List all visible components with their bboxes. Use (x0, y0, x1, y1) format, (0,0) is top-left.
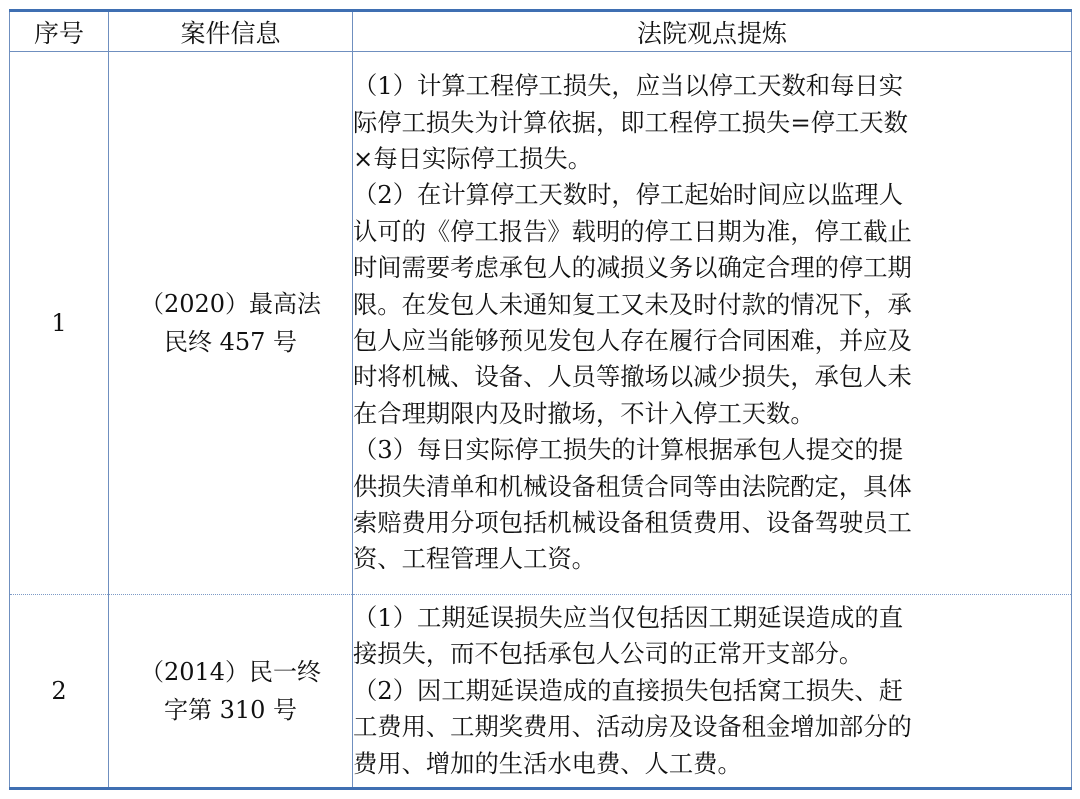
opinion-line: （3）每日实际停工损失的计算根据承包人提交的提 (353, 435, 903, 465)
opinion-line: 时将机械、设备、人员等撤场以减少损失，承包人未 (353, 362, 912, 392)
opinion-line: （1）计算工程停工损失，应当以停工天数和每日实 (353, 71, 903, 101)
case-info-cell (109, 52, 353, 595)
row-index: 2 (10, 595, 109, 789)
opinion-line: 包人应当能够预见发包人存在履行合同困难，并应及 (353, 326, 912, 355)
opinion-line: 际停工损失为计算依据，即工程停工损失=停工天数 (353, 107, 908, 137)
opinion-line: ×每日实际停工损失。 (353, 143, 593, 173)
opinion-line: 资、工程管理人工资。 (353, 544, 596, 574)
opinion-point (353, 177, 1071, 432)
case-info-line: （2020）最高法 (139, 290, 322, 318)
opinion-line: （2）在计算停工天数时，停工起始时间应以监理人 (353, 180, 903, 210)
court-opinion-table (9, 9, 1072, 790)
table-body (10, 52, 1072, 789)
opinion-point (353, 600, 1071, 673)
header-row (10, 11, 1072, 52)
header-index: 序号 (10, 11, 109, 52)
opinion-line: 索赔费用分项包括机械设备租赁费用、设备驾驶员工 (353, 508, 912, 538)
opinion-line: 供损失清单和机械设备租赁合同等由法院酌定，具体 (353, 471, 912, 501)
court-opinion-cell (353, 595, 1072, 789)
case-info-cell (109, 595, 353, 789)
table-header (10, 11, 1072, 52)
opinion-point (353, 432, 1071, 578)
court-opinion-cell (353, 52, 1072, 595)
opinion-line: 限。在发包人未通知复工又未及时付款的情况下，承 (353, 289, 912, 319)
opinion-line: 接损失，而不包括承包人公司的正常开支部分。 (353, 639, 864, 669)
opinion-line: 工费用、工期奖费用、活动房及设备租金增加部分的 (353, 712, 912, 742)
case-info-line: 字第 310 号 (163, 696, 298, 724)
case-info-line: （2014）民一终 (139, 658, 322, 686)
opinion-line: 在合理期限内及时撤场，不计入停工天数。 (353, 398, 815, 428)
case-info-line: 民终 457 号 (163, 328, 298, 356)
opinion-line: 认可的《停工报告》载明的停工日期为准，停工截止 (353, 216, 912, 246)
opinion-point (353, 68, 1071, 177)
table-row (10, 52, 1072, 595)
header-court-opinion: 法院观点提炼 (353, 11, 1072, 52)
opinion-line: 费用、增加的生活水电费、人工费。 (353, 748, 742, 778)
opinion-line: （1）工期延误损失应当仅包括因工期延误造成的直 (353, 602, 903, 632)
header-case-info: 案件信息 (109, 11, 353, 52)
opinion-point (353, 673, 1071, 782)
opinion-line: （2）因工期延误造成的直接损失包括窝工损失、赶 (353, 675, 903, 705)
table-row (10, 595, 1072, 789)
row-index: 1 (10, 52, 109, 595)
opinion-line: 时间需要考虑承包人的减损义务以确定合理的停工期 (353, 253, 912, 283)
